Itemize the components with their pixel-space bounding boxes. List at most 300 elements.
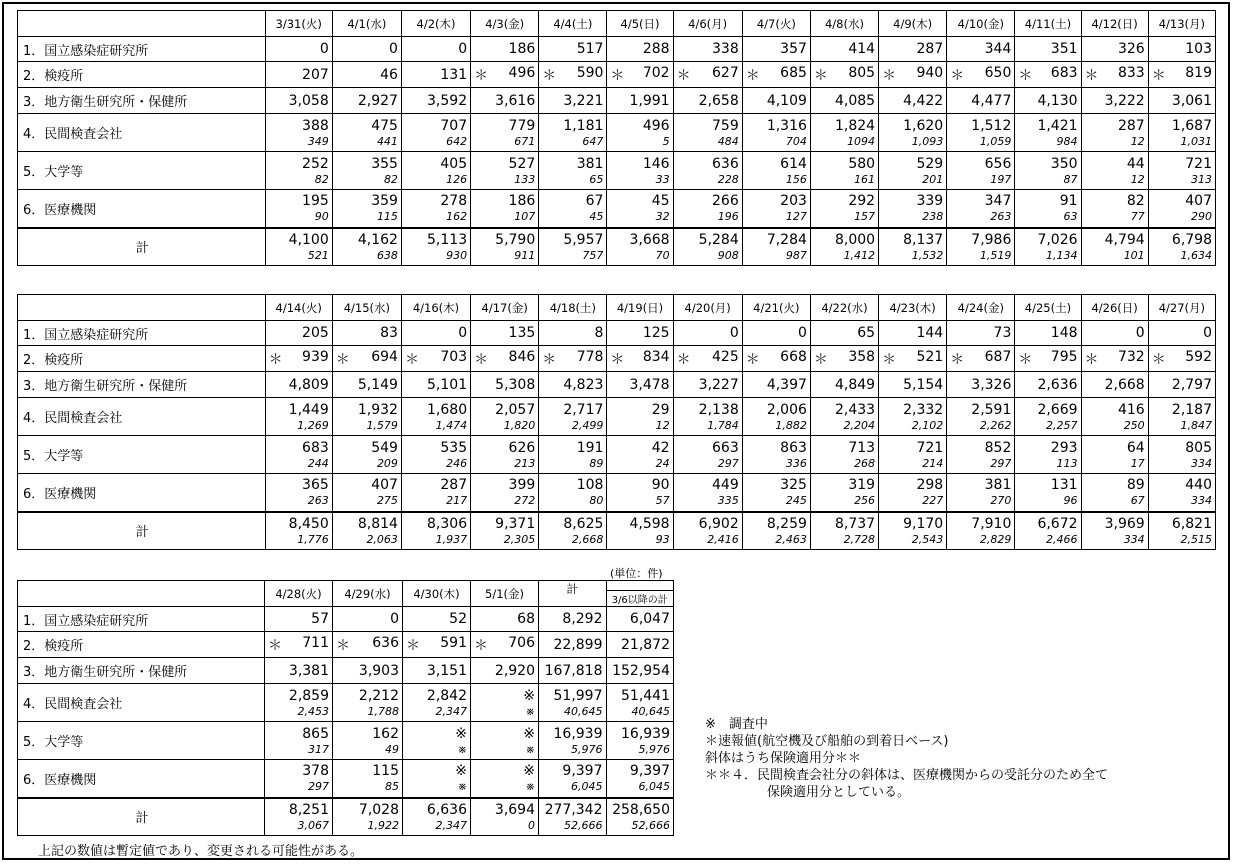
row-label: 4．民間検査会社 — [18, 398, 266, 436]
value: 1,680 — [427, 401, 468, 418]
value: 4,130 — [1037, 92, 1078, 109]
value-cell — [879, 398, 947, 436]
value: 4,809 — [288, 376, 329, 393]
date-header: 4/6(月) — [673, 11, 742, 37]
value: 146 — [642, 155, 670, 172]
value: 3,478 — [629, 376, 670, 393]
value-cell — [742, 62, 810, 88]
value-cell — [539, 88, 607, 114]
insured-value: 244 — [307, 456, 329, 470]
value-cell — [265, 607, 333, 632]
value: 1,449 — [288, 401, 329, 418]
row-label: 6．医療機関 — [18, 474, 266, 512]
value-cell — [673, 372, 742, 398]
value-cell — [471, 114, 539, 152]
row-nih — [18, 321, 1216, 346]
value: 4,085 — [834, 92, 876, 109]
insured-value: 227 — [922, 494, 944, 508]
value: 1,421 — [1037, 117, 1078, 134]
value-cell — [742, 152, 810, 190]
value-cell — [403, 607, 471, 632]
insured-value: ※ — [457, 742, 467, 756]
value: 144 — [916, 325, 944, 341]
value: 4,100 — [288, 231, 329, 248]
insured-value: 45 — [589, 210, 604, 224]
insured-value: 101 — [1123, 248, 1145, 262]
value: 355 — [371, 155, 398, 172]
value-cell — [1015, 228, 1081, 266]
row-label: 5．大学等 — [18, 152, 266, 190]
insured-value: 12 — [1130, 134, 1145, 148]
insured-value: ※ — [525, 742, 535, 756]
preliminary-mark: ＊ — [474, 67, 489, 84]
value: 8,625 — [563, 515, 604, 532]
value: 2,927 — [357, 92, 398, 109]
value: 405 — [440, 155, 468, 172]
value-cell — [947, 190, 1015, 228]
value-cell — [879, 346, 947, 372]
insured-value: 63 — [1063, 210, 1078, 224]
value-cell — [265, 190, 332, 228]
preliminary-mark: ＊ — [404, 351, 419, 368]
value-cell — [332, 398, 401, 436]
preliminary-mark: ＊ — [1151, 351, 1166, 368]
value: 162 — [372, 725, 399, 742]
value: 46 — [380, 66, 398, 83]
value: 2,332 — [903, 401, 944, 418]
value: 833 — [1117, 64, 1145, 81]
value: 759 — [712, 117, 739, 134]
value: 252 — [302, 155, 329, 172]
value-cell — [1015, 152, 1081, 190]
value-cell — [265, 398, 332, 436]
value: 3,616 — [495, 92, 536, 109]
insured-value: 228 — [717, 172, 739, 186]
insured-value: 2,829 — [979, 532, 1012, 546]
value: 614 — [780, 155, 807, 172]
value: 51,441 — [621, 687, 670, 704]
row-total — [18, 512, 1216, 550]
value-cell — [539, 321, 607, 346]
date-header: 4/17(金) — [471, 295, 539, 321]
value: 388 — [302, 117, 329, 134]
preliminary-mark: ＊ — [542, 351, 557, 368]
insured-value: 334 — [1123, 532, 1145, 546]
value: 683 — [1050, 64, 1078, 81]
preliminary-mark: ＊ — [1018, 67, 1033, 84]
row-private-lab — [18, 114, 1216, 152]
value-cell — [947, 512, 1015, 550]
value: 3,592 — [427, 92, 468, 109]
value-cell — [1148, 398, 1215, 436]
value-cell — [332, 114, 401, 152]
value: 131 — [440, 66, 468, 83]
value-cell — [1015, 190, 1081, 228]
value: 42 — [651, 439, 670, 456]
insured-value: 256 — [854, 494, 876, 508]
value: 287 — [916, 41, 944, 57]
value: 83 — [380, 325, 398, 341]
value: 344 — [984, 41, 1012, 57]
value: ※ — [523, 763, 535, 780]
value: 521 — [916, 348, 944, 365]
value-cell — [810, 321, 878, 346]
value: 3,969 — [1104, 515, 1145, 532]
date-header: 4/20(月) — [673, 295, 742, 321]
value: 3,151 — [426, 662, 467, 679]
value-cell — [879, 228, 947, 266]
value: 358 — [848, 348, 876, 365]
value: 707 — [440, 117, 468, 134]
value: 22,899 — [553, 636, 603, 653]
value-cell — [606, 632, 674, 658]
insured-value: 2,204 — [843, 418, 876, 432]
insured-value: 336 — [785, 456, 807, 470]
insured-value: 1,269 — [297, 418, 329, 432]
value-cell — [539, 228, 607, 266]
value: ※ — [523, 687, 535, 704]
insured-value: 484 — [717, 134, 739, 148]
preliminary-mark: ＊ — [1084, 67, 1099, 84]
value: 4,598 — [629, 515, 670, 532]
insured-value: 6,045 — [571, 780, 603, 794]
value-cell — [401, 321, 470, 346]
value: 475 — [371, 117, 398, 134]
value-cell — [1081, 62, 1148, 88]
date-header: 4/23(木) — [879, 295, 947, 321]
value: 5,957 — [563, 231, 604, 248]
value: 3,326 — [971, 376, 1012, 393]
value: 496 — [508, 64, 536, 81]
value-cell — [1015, 398, 1081, 436]
value: 339 — [916, 193, 944, 210]
value: 287 — [440, 477, 468, 494]
value: 131 — [1050, 477, 1078, 494]
value-cell — [673, 398, 742, 436]
value: 89 — [1126, 477, 1145, 494]
value-cell — [607, 436, 673, 474]
value-cell — [539, 37, 607, 62]
table-block-1 — [17, 10, 1216, 266]
value: 3,381 — [288, 662, 329, 679]
value: 636 — [712, 155, 739, 172]
value: 7,910 — [971, 515, 1012, 532]
insured-value: 268 — [854, 456, 876, 470]
value-cell — [265, 346, 332, 372]
value-cell — [265, 321, 332, 346]
value-cell — [607, 372, 673, 398]
insured-value: 930 — [446, 248, 468, 262]
value: 65 — [857, 325, 876, 341]
value: 277,342 — [544, 801, 603, 818]
row-label: 2．検疫所 — [18, 632, 265, 658]
insured-value: 647 — [582, 134, 604, 148]
value: 407 — [371, 477, 398, 494]
value: 407 — [1185, 193, 1212, 210]
value-cell — [606, 684, 674, 722]
value: 0 — [1203, 325, 1212, 341]
insured-value: 1,634 — [1180, 248, 1212, 262]
value-cell — [265, 88, 332, 114]
value-cell — [810, 228, 878, 266]
insured-value: 52,666 — [631, 818, 670, 832]
value-cell — [1148, 62, 1215, 88]
row-label: 1．国立感染症研究所 — [18, 37, 266, 62]
note-private: ＊＊４．民間検査会社分の斜体は、医療機関からの受託分のため全て — [705, 768, 1109, 783]
insured-value: 1,031 — [1180, 134, 1212, 148]
value: 1,932 — [357, 401, 398, 418]
insured-value: 334 — [1191, 494, 1212, 508]
value-cell — [332, 88, 401, 114]
value-cell — [401, 152, 470, 190]
insured-value: 157 — [854, 210, 876, 224]
insured-value: 24 — [655, 456, 670, 470]
value-cell — [332, 190, 401, 228]
value: 6,902 — [698, 515, 739, 532]
value: 627 — [712, 64, 739, 81]
preliminary-mark: ＊ — [882, 351, 897, 368]
value-cell — [810, 152, 878, 190]
insured-value: 263 — [307, 494, 329, 508]
value-cell — [673, 436, 742, 474]
value: 535 — [440, 439, 468, 456]
value: 2,591 — [971, 401, 1012, 418]
value: 694 — [371, 348, 398, 365]
value: 365 — [302, 477, 329, 494]
preliminary-mark: ＊ — [813, 67, 828, 84]
value: 8,450 — [288, 515, 329, 532]
value-cell — [1148, 114, 1215, 152]
insured-value: 49 — [385, 742, 399, 756]
value: 108 — [576, 477, 604, 494]
insured-value: 85 — [385, 780, 399, 794]
value: 663 — [712, 439, 739, 456]
insured-value: 317 — [308, 742, 329, 756]
value: 416 — [1117, 401, 1145, 418]
value-cell — [265, 722, 333, 760]
value: 6,047 — [629, 611, 670, 627]
value: 5,149 — [357, 376, 398, 393]
row-label: 計 — [18, 512, 266, 550]
insured-value: 40,645 — [631, 704, 670, 718]
preliminary-mark: ＊ — [268, 637, 282, 654]
value-cell — [1148, 436, 1215, 474]
value-cell — [401, 474, 470, 512]
insured-value: 2,257 — [1046, 418, 1078, 432]
since-header — [606, 581, 674, 607]
value: 6,636 — [426, 801, 467, 818]
value: 779 — [508, 117, 536, 134]
value-cell — [810, 372, 878, 398]
value-cell — [403, 684, 471, 722]
insured-value: ※ — [525, 780, 535, 794]
value-cell — [471, 607, 539, 632]
value-cell — [947, 152, 1015, 190]
value-cell — [401, 436, 470, 474]
value-cell — [947, 62, 1015, 88]
value-cell — [810, 114, 878, 152]
value: 292 — [848, 193, 876, 210]
value: 2,842 — [426, 687, 467, 704]
insured-value: 217 — [446, 494, 468, 508]
preliminary-mark: ＊ — [474, 351, 489, 368]
date-header: 4/3(金) — [471, 11, 539, 37]
preliminary-mark: ＊ — [1151, 67, 1166, 84]
insured-value: 87 — [1063, 172, 1078, 186]
value: 1,181 — [563, 117, 604, 134]
date-header: 4/5(日) — [607, 11, 673, 37]
value-cell — [947, 346, 1015, 372]
insured-value: 2,063 — [366, 532, 398, 546]
value-cell — [1148, 512, 1215, 550]
value-cell — [742, 228, 810, 266]
value-cell — [265, 37, 332, 62]
value: 2,057 — [495, 401, 536, 418]
date-header: 4/8(水) — [810, 11, 878, 37]
insured-value: 162 — [446, 210, 468, 224]
insured-value: 213 — [514, 456, 536, 470]
value: 378 — [302, 763, 329, 780]
value: 7,284 — [766, 231, 807, 248]
value: 67 — [585, 193, 604, 210]
insured-value: 107 — [514, 210, 536, 224]
value-cell — [607, 512, 673, 550]
value-cell — [673, 114, 742, 152]
table-block-2 — [17, 294, 1216, 550]
value-cell — [742, 346, 810, 372]
value: 103 — [1185, 41, 1212, 57]
row-label: 5．大学等 — [18, 722, 265, 760]
insured-value: 12 — [1130, 172, 1145, 186]
insured-value: 275 — [376, 494, 398, 508]
insured-value: 214 — [922, 456, 944, 470]
value-cell — [401, 512, 470, 550]
value-cell — [471, 512, 539, 550]
value-cell — [401, 62, 470, 88]
insured-value: 2,466 — [1046, 532, 1078, 546]
value: 16,939 — [553, 725, 603, 742]
value-cell — [1015, 37, 1081, 62]
insured-value: 270 — [990, 494, 1012, 508]
value-cell — [742, 321, 810, 346]
value-cell — [810, 436, 878, 474]
value-cell — [947, 37, 1015, 62]
value: 9,170 — [903, 515, 944, 532]
value-cell — [332, 436, 401, 474]
value-cell — [332, 512, 401, 550]
row-local-lab — [18, 372, 1216, 398]
row-label: 6．医療機関 — [18, 760, 265, 798]
value: 721 — [1185, 155, 1212, 172]
value-cell — [742, 88, 810, 114]
value-cell — [606, 760, 674, 798]
value: 3,061 — [1171, 92, 1212, 109]
value: 195 — [302, 193, 329, 210]
value: 706 — [508, 634, 535, 651]
table-block-3 — [17, 580, 674, 836]
value-cell — [471, 372, 539, 398]
insured-value: 3,067 — [297, 818, 329, 832]
value-cell — [673, 474, 742, 512]
preliminary-mark: ＊ — [676, 67, 691, 84]
insured-value: 2,543 — [911, 532, 944, 546]
value: 8,306 — [427, 515, 468, 532]
value: 517 — [576, 41, 604, 57]
insured-value: 5,976 — [638, 742, 670, 756]
value: 2,212 — [358, 687, 399, 704]
row-label: 2．検疫所 — [18, 346, 266, 372]
value-cell — [607, 398, 673, 436]
value: 2,859 — [288, 687, 329, 704]
value-cell — [879, 190, 947, 228]
value: 940 — [916, 64, 944, 81]
date-header: 4/18(土) — [539, 295, 607, 321]
value-cell — [1081, 152, 1148, 190]
value-cell — [471, 760, 539, 798]
value-cell — [471, 321, 539, 346]
insured-value: 1,134 — [1046, 248, 1078, 262]
row-label: 計 — [18, 798, 265, 836]
insured-value: 0 — [528, 818, 535, 832]
value: 795 — [1050, 348, 1078, 365]
value-cell — [471, 632, 539, 658]
value: 0 — [458, 325, 468, 341]
value-cell — [879, 512, 947, 550]
insured-value: 334 — [1191, 456, 1212, 470]
value: 7,986 — [971, 231, 1012, 248]
value: 636 — [372, 634, 399, 651]
preliminary-mark: ＊ — [882, 67, 897, 84]
value-cell — [265, 114, 332, 152]
insured-value: 1,532 — [911, 248, 944, 262]
value-cell — [1081, 398, 1148, 436]
date-header: 4/15(水) — [332, 295, 401, 321]
date-header: 4/26(日) — [1081, 295, 1148, 321]
value-cell — [265, 512, 332, 550]
value-cell — [471, 436, 539, 474]
value-cell — [947, 436, 1015, 474]
value: 5,154 — [903, 376, 944, 393]
value: 2,797 — [1171, 376, 1212, 393]
value-cell — [1081, 37, 1148, 62]
value-cell — [607, 152, 673, 190]
value-cell — [1081, 228, 1148, 266]
value: 591 — [440, 634, 467, 651]
value-cell — [471, 684, 539, 722]
value-cell — [332, 152, 401, 190]
value: 2,433 — [834, 401, 876, 418]
insured-value: 77 — [1130, 210, 1145, 224]
value-cell — [673, 152, 742, 190]
value: 703 — [440, 348, 468, 365]
preliminary-mark: ＊ — [268, 351, 283, 368]
value-cell — [539, 798, 607, 836]
value-cell — [879, 88, 947, 114]
value-cell — [879, 152, 947, 190]
value: 1,620 — [903, 117, 944, 134]
value-cell — [539, 512, 607, 550]
value: 319 — [848, 477, 876, 494]
value: 2,658 — [698, 92, 739, 109]
row-medical — [18, 760, 674, 798]
since-header-label: 3/6以降の計 — [607, 590, 674, 606]
value: 4,162 — [357, 231, 398, 248]
value: 0 — [797, 325, 807, 341]
value: 0 — [458, 41, 468, 57]
value: 4,794 — [1104, 231, 1145, 248]
row-medical — [18, 474, 1216, 512]
date-header: 4/4(土) — [539, 11, 607, 37]
